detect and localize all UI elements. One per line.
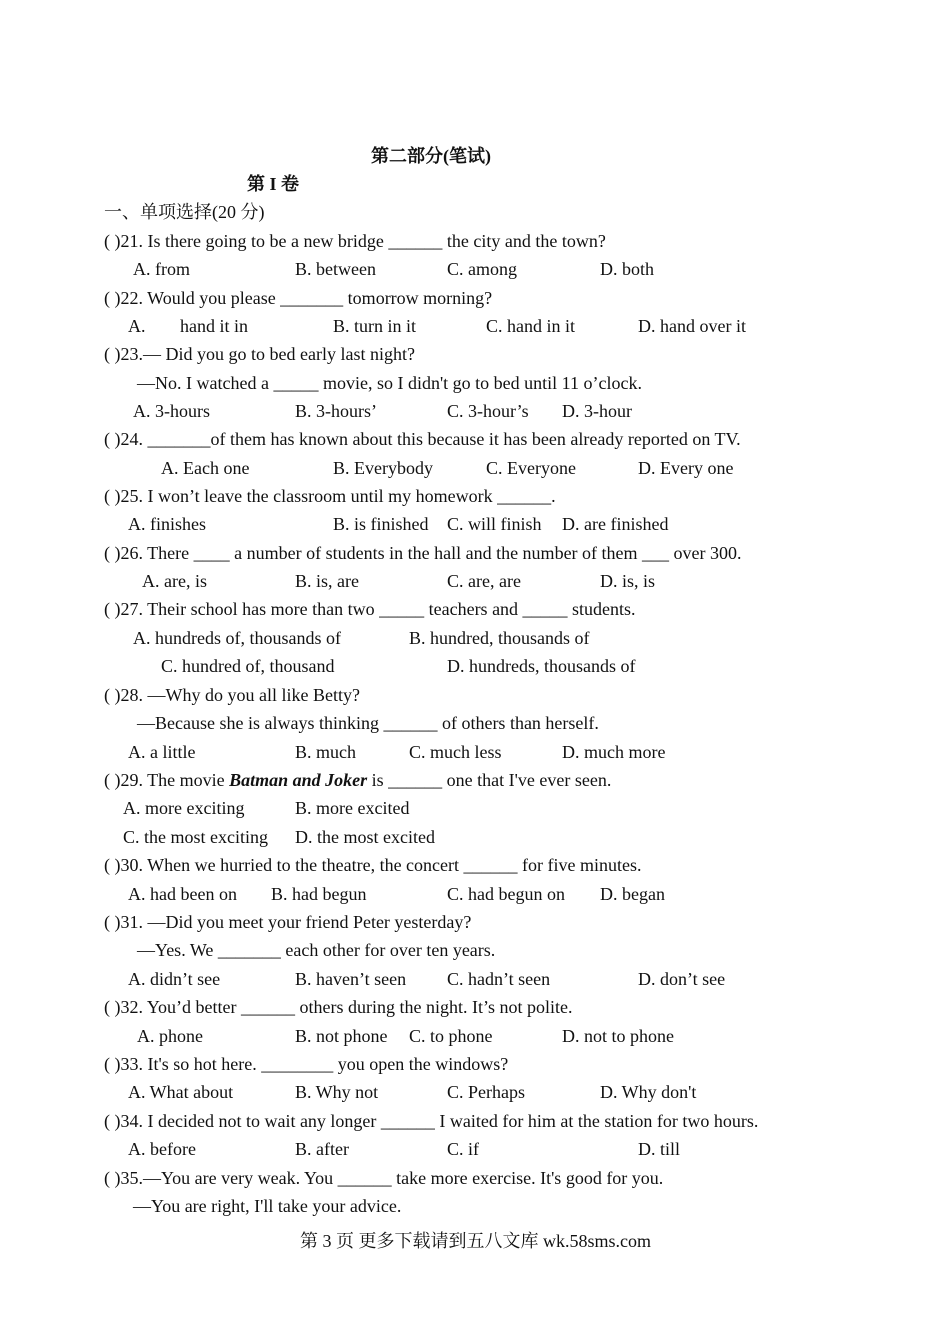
q33-option-c: C. Perhaps: [447, 1082, 525, 1102]
question-32-stem: ( )32. You’d better ______ others during the night. It’s not polite.: [104, 997, 573, 1017]
q24-option-d: D. Every one: [638, 458, 734, 478]
q29-option-a: A. more exciting: [123, 798, 245, 818]
q23-option-c: C. 3-hour’s: [447, 401, 529, 421]
question-27-stem: ( )27. Their school has more than two _____ teachers and _____ students.: [104, 599, 636, 619]
q27-option-d: D. hundreds, thousands of: [447, 656, 636, 676]
q31-option-a: A. didn’t see: [128, 969, 221, 989]
q31-dialog: —Yes. We _______ each other for over ten years.: [137, 940, 496, 960]
q35-dialog: —You are right, I'll take your advice.: [133, 1196, 402, 1216]
q27-option-c: C. hundred of, thousand: [161, 656, 335, 676]
question-24-stem: ( )24. _______of them has known about this because it has been already reported on TV.: [104, 429, 741, 449]
question-26-stem: ( )26. There ____ a number of students in the hall and the number of them ___ over 300.: [104, 543, 742, 563]
q23-option-b: B. 3-hours’: [295, 401, 377, 421]
q33-option-d: D. Why don't: [600, 1082, 697, 1102]
q31-option-b: B. haven’t seen: [295, 969, 407, 989]
q29-movie-title: Batman and Joker: [229, 770, 368, 790]
q25-option-d: D. are finished: [562, 514, 669, 534]
q24-option-a: A. Each one: [161, 458, 250, 478]
section-title: 一、单项选择(20 分): [104, 202, 265, 222]
page-footer: 第 3 页 更多下载请到五八文库 wk.58sms.com: [300, 1231, 651, 1251]
q26-option-b: B. is, are: [295, 571, 359, 591]
question-33-stem: ( )33. It's so hot here. ________ you open the windows?: [104, 1054, 509, 1074]
q28-option-d: D. much more: [562, 742, 666, 762]
q32-option-a: A. phone: [137, 1026, 203, 1046]
q23-option-d: D. 3-hour: [562, 401, 632, 421]
question-30-stem: ( )30. When we hurried to the theatre, the concert ______ for five minutes.: [104, 855, 642, 875]
q30-option-c: C. had begun on: [447, 884, 565, 904]
q33-option-a: A. What about: [128, 1082, 234, 1102]
question-29-stem: [104, 769, 611, 791]
q34-option-b: B. after: [295, 1139, 349, 1159]
q32-option-d: D. not to phone: [562, 1026, 674, 1046]
q21-option-c: C. among: [447, 259, 517, 279]
question-21-stem: ( )21. Is there going to be a new bridge ______ the city and the town?: [104, 231, 606, 251]
q29-option-d: D. the most excited: [295, 827, 435, 847]
q30-option-a: A. had been on: [128, 884, 237, 904]
q23-dialog: —No. I watched a _____ movie, so I didn't go to bed until 11 o’clock.: [137, 373, 642, 393]
q28-option-b: B. much: [295, 742, 356, 762]
q33-option-b: B. Why not: [295, 1082, 379, 1102]
q29-stem-post: is ______ one that I've ever seen.: [367, 770, 612, 790]
q21-option-a: A. from: [133, 259, 190, 279]
q28-dialog: —Because she is always thinking ______ of others than herself.: [137, 713, 599, 733]
part-title: 第二部分(笔试): [371, 146, 491, 166]
q34-option-d: D. till: [638, 1139, 681, 1159]
q26-option-d: D. is, is: [600, 571, 656, 591]
q30-option-b: B. had begun: [271, 884, 367, 904]
q27-option-a: A. hundreds of, thousands of: [133, 628, 341, 648]
volume-title: 第 I 卷: [247, 174, 300, 194]
q34-option-a: A. before: [128, 1139, 196, 1159]
q25-option-b: B. is finished: [333, 514, 429, 534]
q25-option-a: A. finishes: [128, 514, 206, 534]
q31-option-d: D. don’t see: [638, 969, 726, 989]
q29-option-b: B. more excited: [295, 798, 410, 818]
q29-stem-pre: ( )29. The movie: [104, 770, 230, 790]
q22-option-c: C. hand in it: [486, 316, 575, 336]
question-23-stem: ( )23.— Did you go to bed early last night?: [104, 344, 415, 364]
q22-option-d: D. hand over it: [638, 316, 746, 336]
q32-option-c: C. to phone: [409, 1026, 493, 1046]
q26-option-a: A. are, is: [142, 571, 207, 591]
q22-option-a-letter: A.: [128, 316, 146, 336]
q27-option-b: B. hundred, thousands of: [409, 628, 590, 648]
q23-option-a: A. 3-hours: [133, 401, 210, 421]
q31-option-c: C. hadn’t seen: [447, 969, 551, 989]
q24-option-b: B. Everybody: [333, 458, 433, 478]
question-35-stem: ( )35.—You are very weak. You ______ take more exercise. It's good for you.: [104, 1168, 664, 1188]
question-31-stem: ( )31. —Did you meet your friend Peter yesterday?: [104, 912, 472, 932]
q29-option-c: C. the most exciting: [123, 827, 268, 847]
q32-option-b: B. not phone: [295, 1026, 388, 1046]
q21-option-d: D. both: [600, 259, 654, 279]
question-34-stem: ( )34. I decided not to wait any longer ______ I waited for him at the station for two hours.: [104, 1111, 759, 1131]
q22-option-a-text: hand it in: [180, 316, 248, 336]
q28-option-a: A. a little: [128, 742, 196, 762]
q24-option-c: C. Everyone: [486, 458, 576, 478]
q21-option-b: B. between: [295, 259, 376, 279]
question-28-stem: ( )28. —Why do you all like Betty?: [104, 685, 360, 705]
q34-option-c: C. if: [447, 1139, 480, 1159]
question-22-stem: ( )22. Would you please _______ tomorrow morning?: [104, 288, 493, 308]
question-25-stem: ( )25. I won’t leave the classroom until my homework ______.: [104, 486, 556, 506]
q25-option-c: C. will finish: [447, 514, 542, 534]
q26-option-c: C. are, are: [447, 571, 521, 591]
q22-option-b: B. turn in it: [333, 316, 417, 336]
q30-option-d: D. began: [600, 884, 665, 904]
q28-option-c: C. much less: [409, 742, 502, 762]
